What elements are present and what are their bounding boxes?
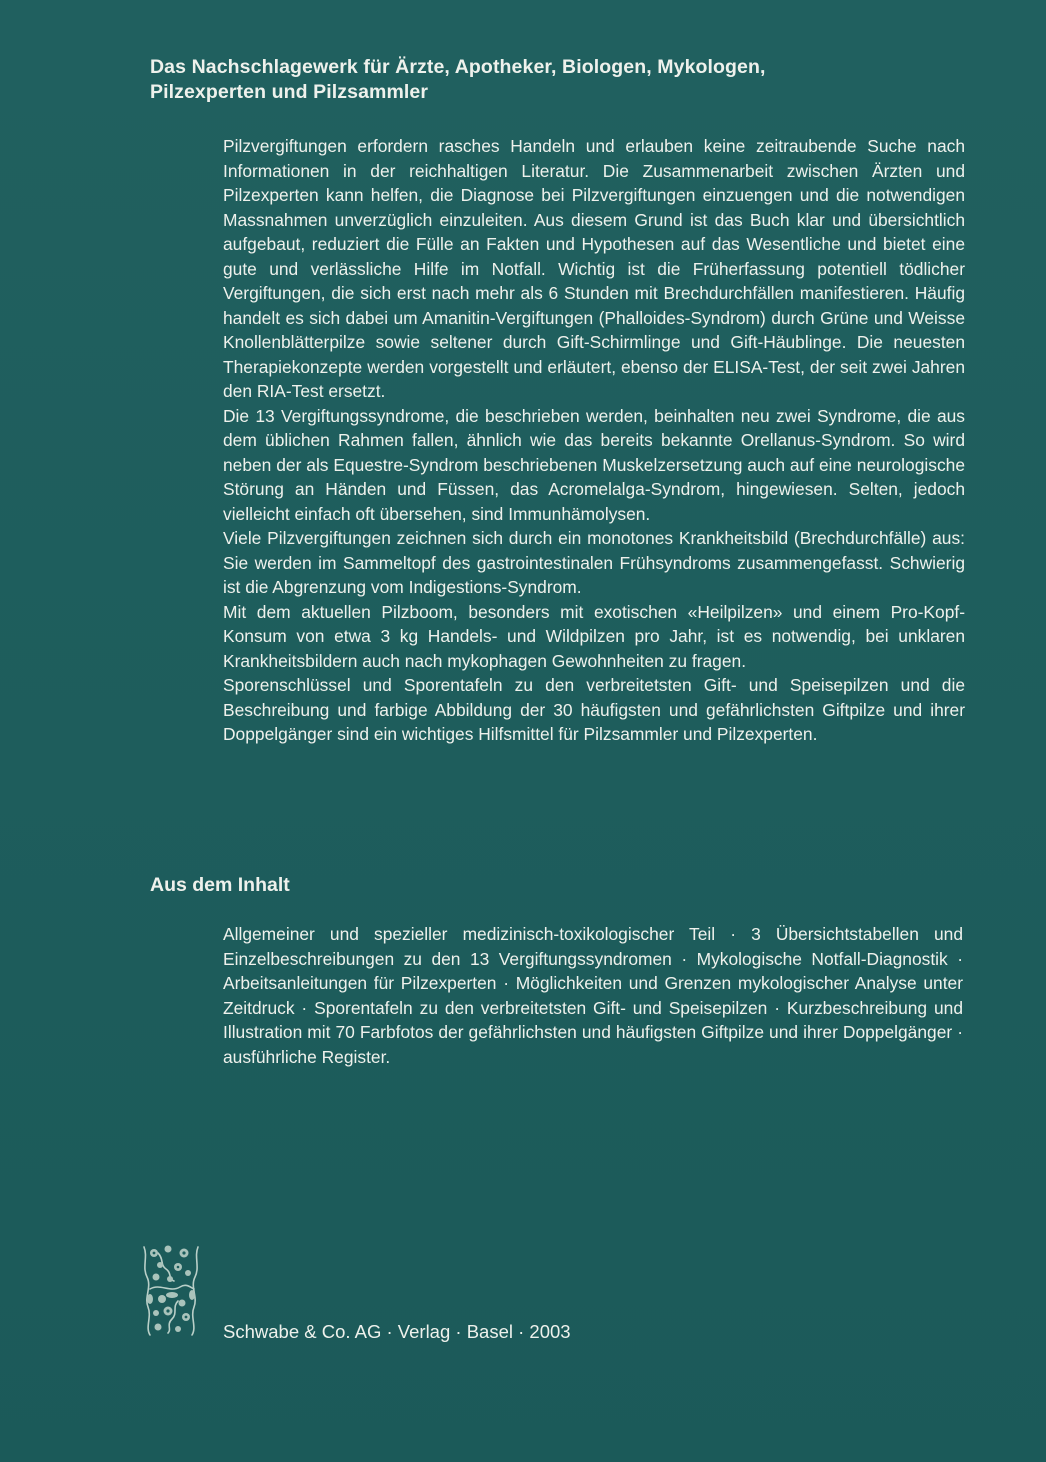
description-paragraph: Sporenschlüssel und Sporentafeln zu den verbreitetsten Gift- und Speisepilzen und die Beschreibung und farbige Abbildung der 30 häufigsten und gefährlichsten Giftpilze und ihrer Doppelgänger sind ein wichtiges Hilfsmittel für Pilzsammler und Pilzexperten. (223, 675, 965, 744)
headline-line-1: Das Nachschlagewerk für Ärzte, Apotheker, Biologen, Mykologen, (150, 56, 766, 78)
description-paragraph: Die 13 Vergiftungssyndrome, die beschrieben werden, beinhalten neu zwei Syndrome, die aus dem üblichen Rahmen fallen, ähnlich wie das bereits bekannte Orellanus-Syndrom. So wird neben der als Equestre-Syndrom beschriebenen Muskelzersetzung auch auf eine neurologische Störung an Händen und Füssen, das Acromelalga-Syndrom, hingewiesen. Selten, jedoch vielleicht einfach oft übersehen, sind Immunhämolysen. (223, 405, 965, 524)
publisher-logo-icon (138, 1243, 204, 1339)
headline (150, 55, 910, 105)
description (223, 134, 965, 747)
contents-title: Aus dem Inhalt (150, 874, 290, 896)
description-paragraph: Pilzvergiftungen erfordern rasches Handeln und erlauben keine zeitraubende Suche nach Informationen in der reichhaltigen Literatur. Die Zusammenarbeit zwischen Ärzten und Pilzexperten kann helfen, die Diagnose bei Pilzvergiftungen einzuengen und die notwendigen Massnahmen unverzüglich einzuleiten. Aus diesem Grund ist das Buch klar und übersichtlich aufgebaut, reduziert die Fülle an Fakten und Hypothesen auf das Wesentliche und bietet eine gute und verlässliche Hilfe im Notfall. Wichtig ist die Früherfassung potentiell tödlicher Vergiftungen, die sich erst nach mehr als 6 Stunden mit Brechdurchfällen manifestieren. Häufig handelt es sich dabei um Amanitin-Vergiftungen (Phalloides-Syndrom) durch Grüne und Weisse Knollenblätterpilze sowie seltener durch Gift-Schirmlinge und Gift-Häublinge. Die neuesten Therapiekonzepte werden vorgestellt und erläutert, ebenso der ELISA-Test, der seit zwei Jahren den RIA-Test ersetzt. (223, 136, 965, 401)
contents-text: Allgemeiner und spezieller medizinisch-toxikologischer Teil · 3 Übersichtstabellen und Einzelbeschreibungen zu den 13 Vergiftungssyndromen · Mykologische Notfall-Diagnostik · Arbeitsanleitungen für Pilzexperten · Möglichkeiten und Grenzen mykologischer Analyse unter Zeitdruck · Sporentafeln zu den verbreitetsten Gift- und Speisepilzen · Kurzbeschreibung und Illustration mit 70 Farbfotos der gefährlichsten und häufigsten Giftpilze und ihrer Doppelgänger · ausführliche Register. (223, 924, 963, 1067)
headline-line-2: Pilzexperten und Pilzsammler (150, 81, 429, 103)
description-paragraph: Viele Pilzvergiftungen zeichnen sich durch ein monotones Krankheitsbild (Brechdurchfälle) aus: Sie werden im Sammeltopf des gastrointestinalen Frühsyndroms zusammengefasst. Schwierig ist die Abgrenzung vom Indigestions-Syndrom. (223, 528, 965, 597)
publisher-imprint: Schwabe & Co. AG · Verlag · Basel · 2003 (223, 1321, 571, 1342)
description-paragraph: Mit dem aktuellen Pilzboom, besonders mit exotischen «Heilpilzen» und einem Pro-Kopf-Konsum von etwa 3 kg Handels- und Wildpilzen pro Jahr, ist es notwendig, bei unklaren Krankheitsbildern auch nach mykophagen Gewohnheiten zu fragen. (223, 601, 965, 671)
